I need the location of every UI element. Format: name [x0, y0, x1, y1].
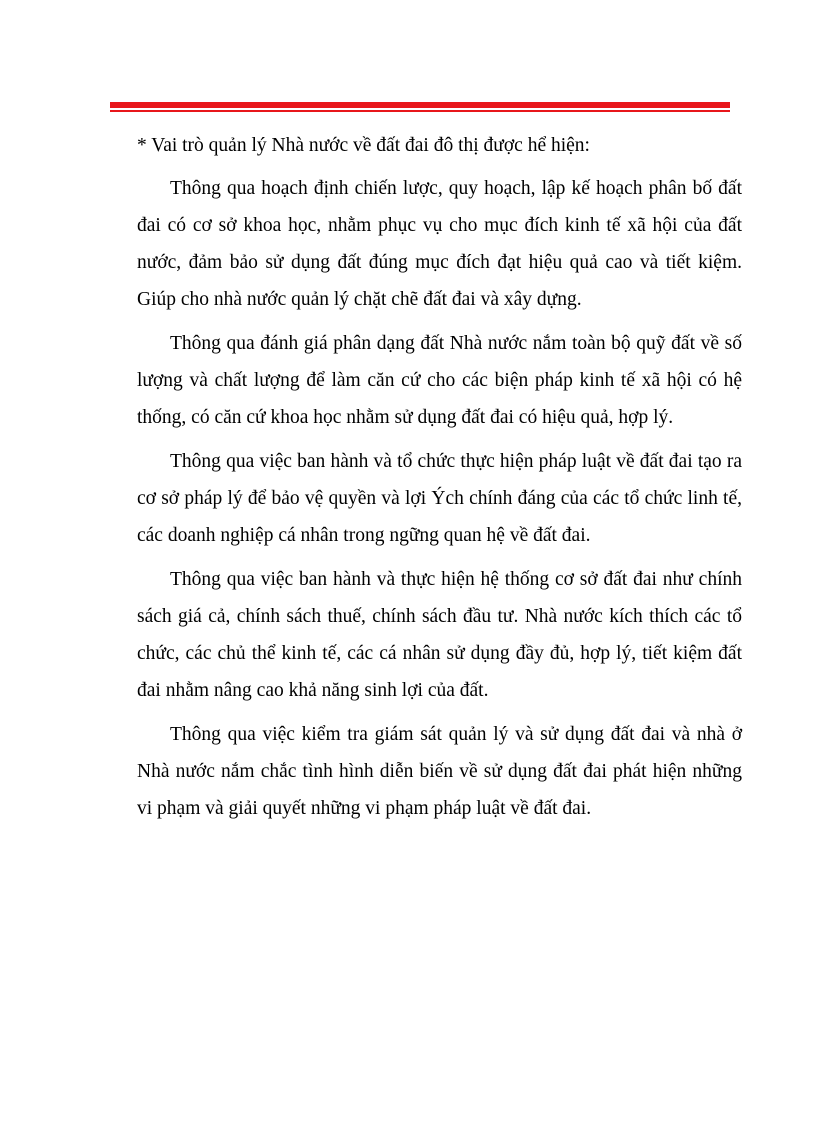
- paragraph-4: Thông qua việc ban hành và thực hiện hệ thống cơ sở đất đai như chính sách giá cả, chính sách thuế, chính sách đầu tư. Nhà nước kích thích các tổ chức, các chủ thể kinh tế, các cá nhân sử dụng đầy đủ, hợp lý, tiết kiệm đất đai nhằm nâng cao khả năng sinh lợi của đất.: [137, 569, 742, 701]
- paragraph-2: Thông qua đánh giá phân dạng đất Nhà nước nắm toàn bộ quỹ đất về số lượng và chất lượng để làm căn cứ cho các biện pháp kinh tế xã hội có hệ thống, có căn cứ khoa học nhằm sử dụng đất đai có hiệu quả, hợp lý.: [137, 333, 742, 428]
- paragraph-5: Thông qua việc kiểm tra giám sát quản lý và sử dụng đất đai và nhà ở Nhà nước nắm chắc tình hình diễn biến về sử dụng đất đai phát hiện những vi phạm và giải quyết những vi phạm pháp luật về đất đai.: [137, 724, 742, 819]
- paragraph-1: Thông qua hoạch định chiến lược, quy hoạch, lập kế hoạch phân bố đất đai có cơ sở khoa học, nhằm phục vụ cho mục đích kinh tế xã hội của đất nước, đảm bảo sử dụng đất đúng mục đích đạt hiệu quả cao và tiết kiệm. Giúp cho nhà nước quản lý chặt chẽ đất đai và xây dựng.: [137, 178, 742, 310]
- paragraph-3: Thông qua việc ban hành và tổ chức thực hiện pháp luật về đất đai tạo ra cơ sở pháp lý để bảo vệ quyền và lợi Ých chính đáng của các tổ chức linh tế, các doanh nghiệp cá nhân trong ngững quan hệ về đất đai.: [137, 451, 742, 546]
- header-rule: [110, 102, 730, 108]
- section-heading: * Vai trò quản lý Nhà nước về đất đai đô thị được hể hiện:: [137, 135, 590, 156]
- document-body: [137, 127, 742, 827]
